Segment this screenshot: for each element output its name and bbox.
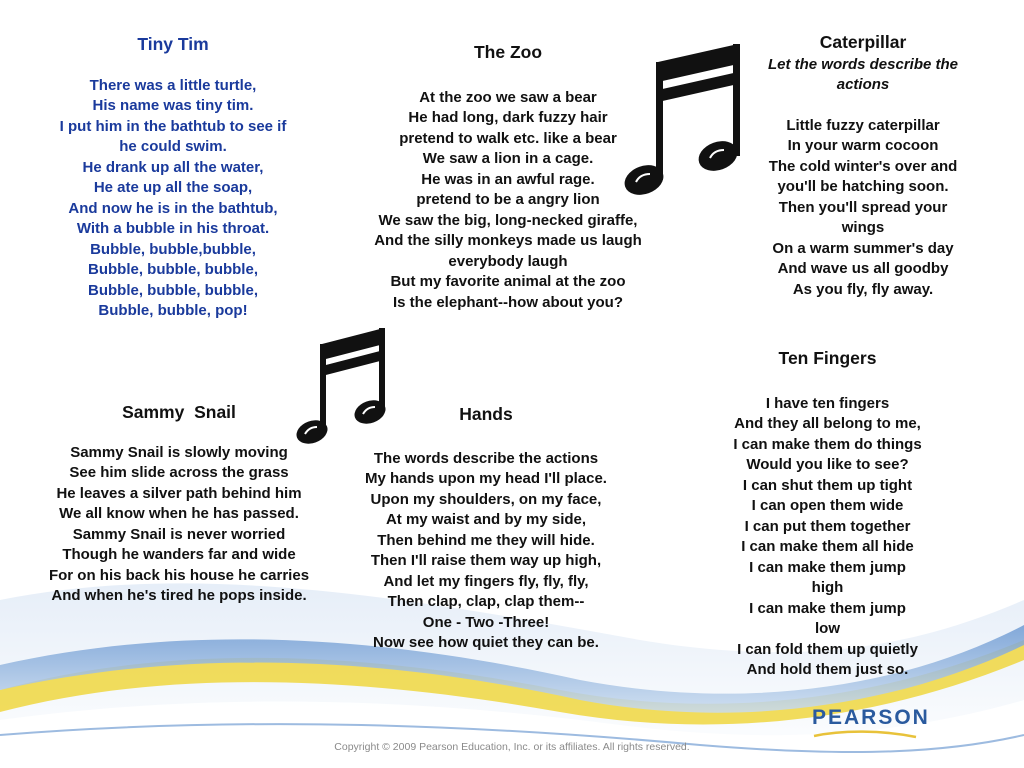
poem-line: he could swim. (119, 138, 227, 155)
poem-line: He leaves a silver path behind him (56, 484, 302, 502)
poem-line: Then behind me they will hide. (377, 531, 595, 549)
poem-line: The words describe the actions (373, 449, 599, 467)
poem-line: And the silly monkeys made us laugh (374, 232, 642, 249)
poem-line: Upon my shoulders, on my face, (370, 490, 602, 508)
poem-line: And wave us all goodby (777, 260, 949, 277)
poem-line: We all know when he has passed. (59, 505, 299, 522)
poem-line: Sammy Snail is slowly moving (70, 443, 288, 461)
poem-caterpillar (748, 32, 978, 300)
poem-line: Would you like to see? (746, 456, 909, 473)
poem-line: He was in an awful rage. (421, 170, 595, 188)
poem-line: pretend to be a angry lion (416, 191, 600, 208)
poem-ten-fingers (710, 348, 945, 681)
poem-line: At the zoo we saw a bear (419, 88, 597, 106)
poem-line: I can make them jump (749, 599, 906, 617)
poem-line: And they all belong to me, (734, 415, 921, 432)
poem-line: I can make them jump (749, 558, 906, 576)
poem-title: Tiny Tim (137, 34, 209, 54)
poem-title: Caterpillar (819, 32, 907, 52)
poem-line: With a bubble in his throat. (76, 220, 270, 237)
poem-line: high (811, 579, 844, 596)
poem-line: As you fly, fly away. (792, 280, 934, 298)
poem-line: Bubble, bubble, pop! (98, 302, 248, 319)
poem-title: The Zoo (473, 42, 543, 62)
poem-line: Bubble, bubble, bubble, (88, 261, 258, 278)
poem-title: Sammy Snail (122, 402, 236, 422)
poem-line: And now he is in the bathtub, (68, 199, 278, 217)
poem-line: Though he wanders far and wide (62, 546, 296, 563)
poem-line: Then clap, clap, clap them-- (387, 593, 585, 610)
poem-line: He had long, dark fuzzy hair (408, 109, 608, 126)
poem-tiny-tim (28, 34, 318, 322)
poem-subtitle: Let the words describe the (767, 55, 959, 73)
poem-line: Bubble, bubble,bubble, (90, 240, 256, 258)
poem-line: everybody laugh (448, 252, 568, 270)
poem-line: I can fold them up quietly (737, 640, 918, 658)
pearson-logo (812, 706, 930, 740)
copyright-text: Copyright © 2009 Pearson Education, Inc. or its affiliates. All rights reserved. (334, 741, 690, 753)
poem-line: There was a little turtle, (89, 76, 257, 94)
poem-sammy-snail (24, 402, 334, 607)
poem-line: Then you'll spread your (778, 198, 948, 216)
poem-line: At my waist and by my side, (385, 511, 587, 528)
poem-line: But my favorite animal at the zoo (390, 273, 626, 290)
poem-line: I can make them all hide (741, 538, 914, 555)
poem-line: The cold winter's over and (768, 157, 958, 175)
poem-line: I put him in the bathtub to see if (59, 117, 287, 135)
poem-line: See him slide across the grass (69, 464, 289, 481)
poem-line: you'll be hatching soon. (777, 178, 949, 195)
poem-line: And when he's tired he pops inside. (51, 587, 307, 604)
poem-line: Little fuzzy caterpillar (786, 116, 940, 134)
logo-text: PEARSON (812, 706, 930, 729)
poem-line: In your warm cocoon (787, 137, 939, 154)
poem-line: Sammy Snail is never worried (72, 525, 286, 543)
poem-subtitle: actions (836, 76, 890, 93)
poem-line: He drank up all the water, (82, 158, 264, 176)
poem-line: For on his back his house he carries (48, 566, 310, 584)
poem-line: wings (841, 219, 885, 236)
poem-line: Bubble, bubble, bubble, (88, 281, 258, 299)
poem-line: pretend to walk etc. like a bear (399, 129, 617, 147)
poem-line: Is the elephant--how about you? (393, 293, 623, 311)
poem-title: Hands (459, 404, 513, 424)
poem-line: Then I'll raise them way up high, (370, 552, 602, 569)
poem-line: On a warm summer's day (772, 239, 954, 257)
poem-line: Now see how quiet they can be. (373, 634, 599, 651)
poem-line: I can put them together (744, 517, 911, 535)
poem-line: We saw the big, long-necked giraffe, (378, 211, 638, 229)
poem-line: I have ten fingers (765, 394, 890, 412)
poem-line: He ate up all the soap, (93, 179, 253, 196)
poem-line: We saw a lion in a cage. (422, 150, 594, 167)
poem-line: One - Two -Three! (422, 613, 550, 631)
poem-line: low (815, 620, 840, 637)
poem-title: Ten Fingers (778, 348, 877, 368)
poem-line: My hands upon my head I'll place. (365, 470, 607, 487)
poem-line: And hold them just so. (746, 661, 909, 678)
poem-line: I can make them do things (733, 435, 922, 453)
poem-line: I can open them wide (751, 497, 904, 514)
poem-line: And let my fingers fly, fly, fly, (383, 572, 589, 590)
poem-the-zoo (348, 42, 668, 313)
poem-hands (336, 404, 636, 654)
poem-line: I can shut them up tight (742, 476, 913, 494)
poem-line: His name was tiny tim. (92, 97, 254, 114)
logo-swoosh-icon (812, 728, 918, 740)
